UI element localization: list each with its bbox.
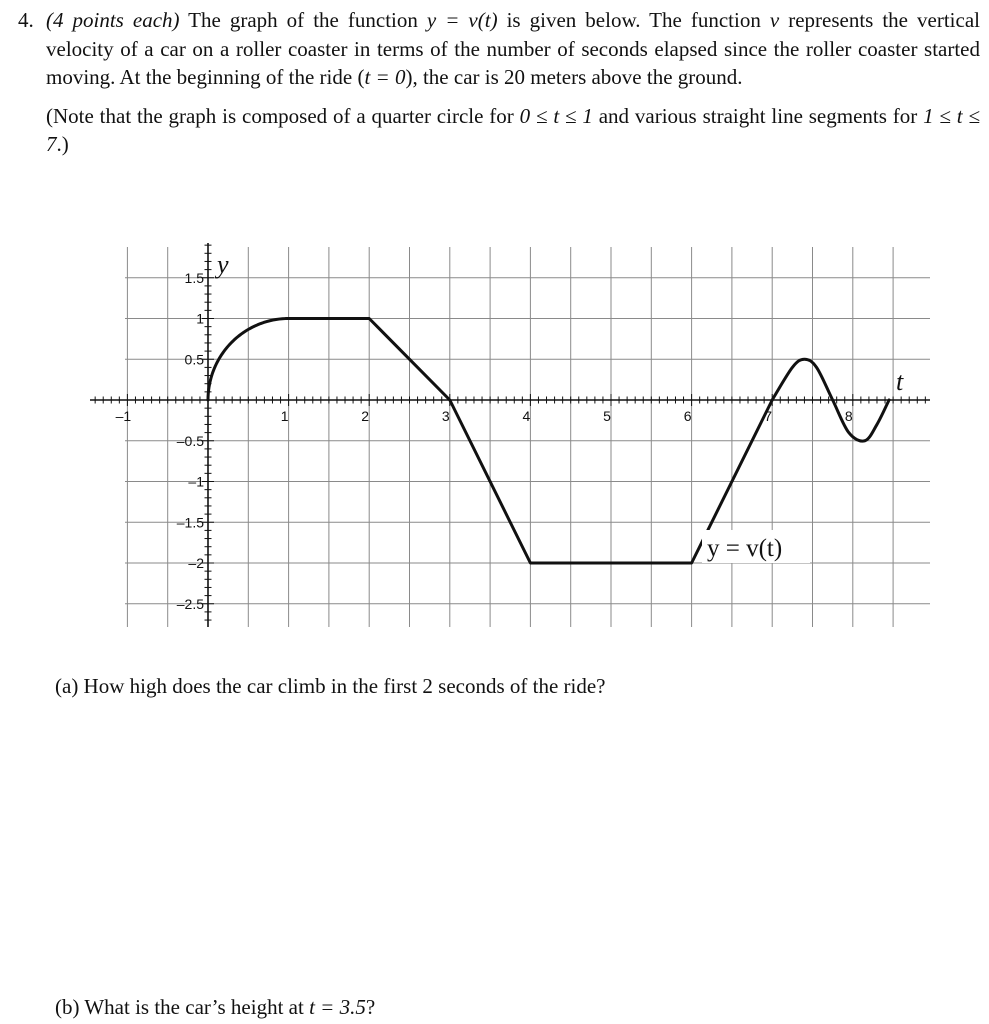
problem-note [46,102,980,159]
question-a: (a) How high does the car climb in the first 2 seconds of the ride? [55,674,606,698]
t-axis-label: t [896,367,904,396]
question-b-text: (b) What is the car’s height at [55,995,310,1019]
question-b-time: t = 3.5 [309,995,366,1019]
function-variable: v [769,8,780,32]
question-b [55,993,375,1021]
points-label: (4 points each) [46,8,180,32]
question-b-text: ? [365,995,376,1019]
statement-text: The graph of the function [179,8,427,32]
statement-text: ), the car is 20 meters above the ground. [405,65,743,89]
problem-number: 4. [18,8,34,32]
problem-4 [18,6,980,159]
y-tick-label: –1 [188,473,204,490]
note-text: (Note that the graph is composed of a quarter circle for [46,103,520,128]
y-tick-label: 1 [196,310,204,327]
velocity-graph [90,235,930,630]
grid [125,247,930,627]
y-tick-label: 0.5 [184,351,204,368]
y-tick-label: –1.5 [176,514,204,531]
y-tick-label: –2.5 [176,595,204,612]
axes [90,243,930,627]
note-text: and various straight line segments for [592,103,924,128]
function-equation: y = v(t) [426,8,498,32]
x-tick-label: 5 [603,408,611,424]
note-range-arc: 0 ≤ t ≤ 1 [519,103,593,128]
initial-time: t = 0 [364,65,406,89]
curve-label-group [702,530,810,563]
y-axis-label: y [217,250,229,279]
y-tick-label: –2 [188,555,204,571]
x-tick-label: 2 [361,408,370,424]
statement-text: represents the vertical velocity of a car on a roller coaster in terms of the number of seconds elapsed since the roller coaster started moving. At the beginning of the ride ( [46,8,980,89]
problem-statement [46,6,980,92]
statement-text: is given below. The function [497,8,770,32]
x-tick-label: 4 [522,408,531,424]
x-tick-label: 3 [441,408,450,424]
note-text: .) [56,132,69,156]
x-tick-label: –1 [115,408,132,424]
y-tick-label: 1.5 [184,269,204,286]
x-tick-label: 8 [844,408,853,424]
y-tick-label: –0.5 [176,432,204,449]
x-tick-label: 7 [764,408,773,424]
curve-label: y = v(t) [707,535,783,562]
x-tick-label: 6 [683,408,692,424]
note-range-lines: 1 ≤ t ≤ 7 [46,103,980,156]
x-tick-label: 1 [280,408,289,424]
